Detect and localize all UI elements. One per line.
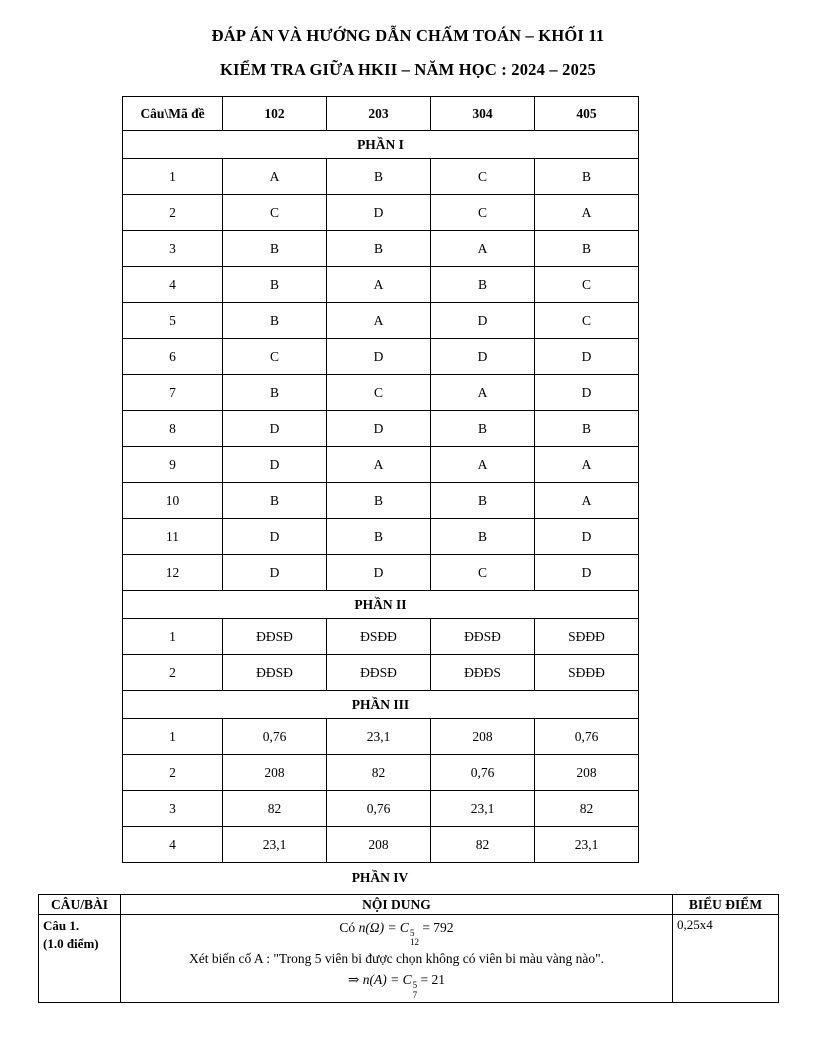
answer-cell: C [535, 267, 639, 303]
answer-cell: 0,76 [327, 791, 431, 827]
grading-table [38, 894, 779, 1003]
header-cell-noi-dung: NỘI DUNG [121, 895, 673, 915]
table-row [123, 447, 639, 483]
answer-cell: ĐĐĐS [431, 655, 535, 691]
answer-cell: 0,76 [431, 755, 535, 791]
answer-cell: 23,1 [223, 827, 327, 863]
header-cell-cau-bai: CÂU/BÀI [39, 895, 121, 915]
answer-cell: D [327, 555, 431, 591]
question-number-cell: 1 [123, 159, 223, 195]
answer-cell: A [535, 195, 639, 231]
question-number-cell: 1 [123, 719, 223, 755]
question-number-cell: 1 [123, 619, 223, 655]
question-number-cell: 10 [123, 483, 223, 519]
answer-cell: B [431, 519, 535, 555]
question-number-cell: 2 [123, 655, 223, 691]
answer-cell: ĐĐSĐ [223, 619, 327, 655]
question-number-cell: 9 [123, 447, 223, 483]
header-cell-code-405: 405 [535, 97, 639, 131]
answer-cell: 23,1 [431, 791, 535, 827]
answer-cell: A [535, 483, 639, 519]
answer-cell: A [535, 447, 639, 483]
table-row [123, 719, 639, 755]
document-title-line1: ĐÁP ÁN VÀ HƯỚNG DẪN CHẤM TOÁN – KHỐI 11 [211, 26, 605, 45]
header-cell-code-304: 304 [431, 97, 535, 131]
score-cell: 0,25x4 [673, 915, 779, 1003]
answer-cell: D [327, 411, 431, 447]
header-cell-code-203: 203 [327, 97, 431, 131]
answer-cell: C [327, 375, 431, 411]
table-row [123, 619, 639, 655]
answer-cell: B [535, 231, 639, 267]
answer-key-table [122, 96, 639, 863]
answer-cell: ĐSĐĐ [327, 619, 431, 655]
header-cell-code-102: 102 [223, 97, 327, 131]
document-title-line2: KIỂM TRA GIỮA HKII – NĂM HỌC : 2024 – 2025 [219, 60, 596, 79]
answer-cell: B [327, 159, 431, 195]
answer-cell: 208 [327, 827, 431, 863]
table-row [123, 231, 639, 267]
answer-cell: 23,1 [535, 827, 639, 863]
section-row [123, 131, 639, 159]
answer-cell: D [535, 375, 639, 411]
solution-line-2: Xét biến cố A : "Trong 5 viên bi được chọn không có viên bi màu vàng nào". [189, 950, 604, 966]
answer-cell: B [535, 159, 639, 195]
answer-cell: C [431, 555, 535, 591]
answer-cell: C [431, 195, 535, 231]
answer-cell: ĐĐSĐ [223, 655, 327, 691]
answer-cell: C [223, 195, 327, 231]
answer-cell: D [327, 195, 431, 231]
table-row [123, 267, 639, 303]
table-row [123, 339, 639, 375]
answer-cell: C [223, 339, 327, 375]
answer-cell: ĐĐSĐ [327, 655, 431, 691]
answer-cell: D [223, 411, 327, 447]
answer-cell: A [431, 447, 535, 483]
question-number-cell: 6 [123, 339, 223, 375]
table-row [123, 195, 639, 231]
solution-line-3: ⇒ n(A) = C 5 7 = 21 [348, 972, 445, 1000]
question-number-cell: 12 [123, 555, 223, 591]
question-number: Câu 1. [43, 918, 80, 933]
answer-cell: B [327, 483, 431, 519]
question-number-cell: 4 [123, 267, 223, 303]
question-number-cell: 7 [123, 375, 223, 411]
question-number-cell: 2 [123, 195, 223, 231]
answer-cell: SĐĐĐ [535, 655, 639, 691]
answer-cell: B [535, 411, 639, 447]
answer-cell: 23,1 [327, 719, 431, 755]
answer-cell: C [431, 159, 535, 195]
answer-cell: A [223, 159, 327, 195]
table-row [123, 555, 639, 591]
section-label: PHẦN II [123, 591, 639, 619]
answer-cell: D [223, 555, 327, 591]
answer-cell: A [327, 447, 431, 483]
answer-cell: 82 [223, 791, 327, 827]
table-row [123, 655, 639, 691]
answer-cell: B [223, 483, 327, 519]
table-row [123, 375, 639, 411]
answer-cell: D [223, 447, 327, 483]
table-row [123, 519, 639, 555]
table-row [123, 303, 639, 339]
answer-cell: D [431, 339, 535, 375]
binomial-coefficient-7-5: 5 7 [412, 980, 418, 1000]
question-label-cell [39, 915, 121, 1003]
question-number-cell: 8 [123, 411, 223, 447]
part4-heading: PHẦN IV [351, 870, 409, 885]
answer-table-header-row [123, 97, 639, 131]
question-number-cell: 4 [123, 827, 223, 863]
section-label: PHẦN I [123, 131, 639, 159]
answer-cell: B [223, 375, 327, 411]
table-row [123, 159, 639, 195]
grading-table-header-row [39, 895, 779, 915]
answer-cell: SĐĐĐ [535, 619, 639, 655]
answer-cell: A [431, 231, 535, 267]
answer-cell: A [431, 375, 535, 411]
answer-cell: ĐĐSĐ [431, 619, 535, 655]
answer-cell: 0,76 [223, 719, 327, 755]
answer-cell: D [327, 339, 431, 375]
table-row [123, 827, 639, 863]
solution-line-1: Có n(Ω) = C 5 12 = 792 [339, 920, 454, 948]
answer-cell: 208 [431, 719, 535, 755]
question-points: (1.0 điểm) [43, 935, 99, 951]
answer-cell: B [223, 303, 327, 339]
answer-cell: B [431, 267, 535, 303]
answer-cell: C [535, 303, 639, 339]
answer-cell: B [431, 411, 535, 447]
section-row [123, 691, 639, 719]
question-number-cell: 3 [123, 231, 223, 267]
question-number-cell: 11 [123, 519, 223, 555]
answer-cell: A [327, 303, 431, 339]
answer-cell: 0,76 [535, 719, 639, 755]
grading-table-row [39, 915, 779, 1003]
answer-cell: B [223, 231, 327, 267]
answer-cell: D [535, 339, 639, 375]
answer-cell: B [327, 519, 431, 555]
table-row [123, 483, 639, 519]
answer-cell: D [535, 519, 639, 555]
answer-cell: 82 [327, 755, 431, 791]
answer-cell: 208 [535, 755, 639, 791]
answer-cell: D [223, 519, 327, 555]
section-label: PHẦN III [123, 691, 639, 719]
answer-table-body [123, 131, 639, 863]
answer-cell: 208 [223, 755, 327, 791]
binomial-coefficient-12-5: 5 12 [409, 928, 419, 948]
answer-cell: A [327, 267, 431, 303]
answer-cell: 82 [431, 827, 535, 863]
answer-cell: B [327, 231, 431, 267]
solution-content-cell [121, 915, 673, 1003]
header-cell-cau-ma-de: Câu\Mã đề [123, 97, 223, 131]
question-number-cell: 3 [123, 791, 223, 827]
table-row [123, 411, 639, 447]
question-number-cell: 5 [123, 303, 223, 339]
table-row [123, 755, 639, 791]
answer-cell: 82 [535, 791, 639, 827]
answer-cell: B [223, 267, 327, 303]
header-cell-bieu-diem: BIỂU ĐIỂM [673, 895, 779, 915]
section-row [123, 591, 639, 619]
question-number-cell: 2 [123, 755, 223, 791]
table-row [123, 791, 639, 827]
answer-cell: D [431, 303, 535, 339]
answer-cell: D [535, 555, 639, 591]
answer-cell: B [431, 483, 535, 519]
